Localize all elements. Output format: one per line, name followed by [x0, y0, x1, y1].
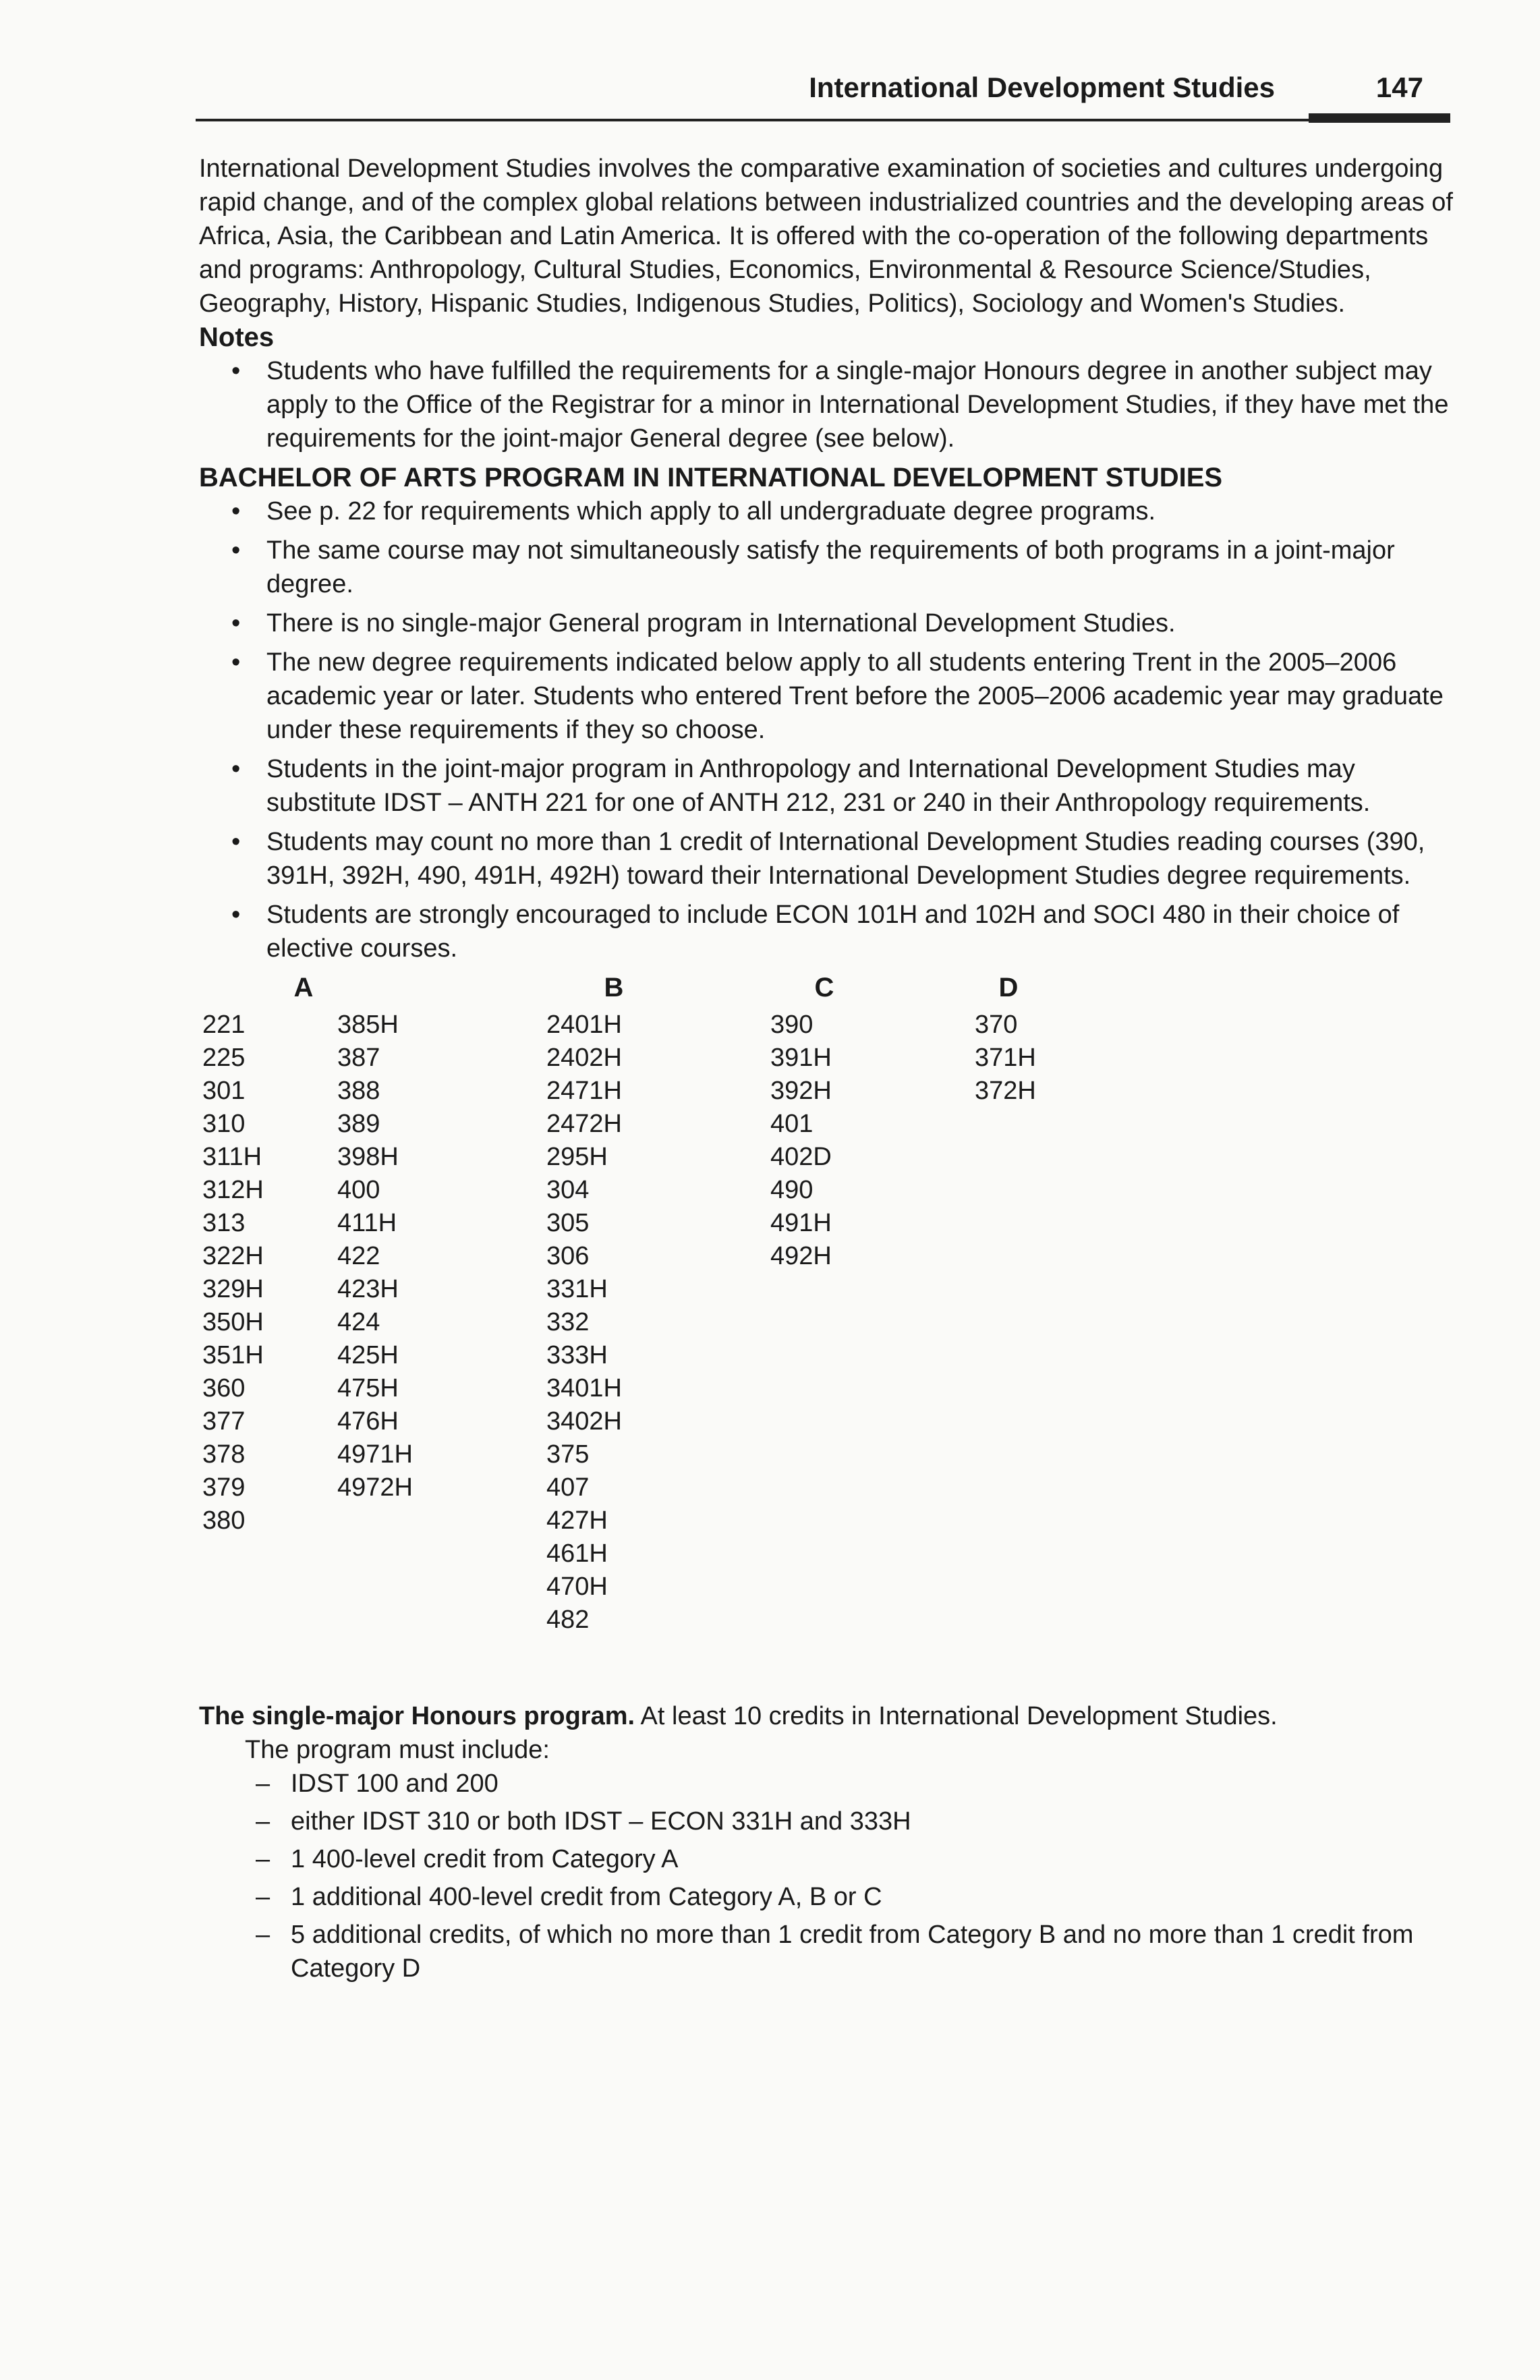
course-code: 379: [202, 1473, 246, 1502]
honours-lead-rest: At least 10 credits in International Development Studies.: [635, 1702, 1278, 1730]
course-code: 475H: [337, 1374, 399, 1402]
course-code: 332: [546, 1308, 590, 1336]
course-code: 331H: [546, 1275, 608, 1303]
course-code: 2402H: [546, 1044, 622, 1072]
course-code: 310: [202, 1110, 246, 1138]
course-code: 378: [202, 1440, 246, 1469]
category-b-label: B: [604, 973, 624, 1002]
course-code: 390: [770, 1011, 814, 1039]
course-code: 4971H: [337, 1440, 413, 1469]
page-number: 147: [1375, 72, 1423, 103]
category-d-label: D: [998, 973, 1019, 1002]
notes-heading: Notes: [199, 322, 275, 352]
running-header-title: International Development Studies: [809, 72, 1275, 103]
ba-program-list: [199, 494, 1467, 965]
course-code: 312H: [202, 1176, 264, 1204]
course-code: 2401H: [546, 1011, 622, 1039]
course-code: 424: [337, 1308, 380, 1336]
course-code: 490: [770, 1176, 814, 1204]
course-code: 304: [546, 1176, 590, 1204]
course-code: 401: [770, 1110, 814, 1138]
course-code: 2471H: [546, 1077, 622, 1105]
course-code: 301: [202, 1077, 246, 1105]
course-code: 372H: [975, 1077, 1036, 1105]
course-code: 402D: [770, 1143, 832, 1171]
course-code: 3402H: [546, 1407, 622, 1436]
honours-section: [199, 1699, 1467, 1985]
honours-intro: The program must include:: [245, 1736, 550, 1764]
page-content: [199, 152, 1467, 1989]
course-code: 492H: [770, 1242, 832, 1270]
category-a-column: [337, 1009, 413, 1504]
course-code: 387: [337, 1044, 380, 1072]
course-code: 360: [202, 1374, 246, 1402]
course-code: 295H: [546, 1143, 608, 1171]
course-code: 391H: [770, 1044, 832, 1072]
intro-paragraph: International Development Studies involves the comparative examination of societies and cultures undergoing rapid change, and of the complex global relations between industrialized countries and the developing areas of Africa, Asia, the Caribbean and Latin America. It is offered with the co-operation of the following departments and programs: Anthropology, Cultural Studies, Economics, Environmental & Resource Science/Studies, Geography, History, Hispanic Studies, Indigenous Studies, Politics), Sociology and Women's Studies.: [199, 154, 1453, 318]
course-code: 400: [337, 1176, 380, 1204]
course-code: 491H: [770, 1209, 832, 1237]
course-code: 385H: [337, 1011, 399, 1039]
course-code: 350H: [202, 1308, 264, 1336]
course-code: 221: [202, 1011, 246, 1039]
ba-program-item: • The same course may not simultaneously satisfy the requirements of both programs in a joint-major degree.: [266, 534, 1467, 601]
ba-program-item: • There is no single-major General program in International Development Studies.: [266, 606, 1467, 640]
course-code: 329H: [202, 1275, 264, 1303]
course-code: 3401H: [546, 1374, 622, 1402]
course-code: 423H: [337, 1275, 399, 1303]
course-code: 407: [546, 1473, 590, 1502]
ba-program-item: • Students may count no more than 1 credit of International Development Studies reading courses (390, 391H, 392H, 490, 491H, 492H) toward their International Development Studies degree requirements.: [266, 825, 1467, 893]
course-code: 392H: [770, 1077, 832, 1105]
honours-requirement: – 1 400-level credit from Category A: [291, 1842, 1467, 1876]
header-tab-marker: [1309, 113, 1450, 123]
ba-program-heading: BACHELOR OF ARTS PROGRAM IN INTERNATIONAL DEVELOPMENT STUDIES: [199, 463, 1223, 492]
honours-heading: [199, 1699, 1467, 1733]
notes-list: [199, 354, 1467, 455]
course-code: 370: [975, 1011, 1018, 1039]
course-code: 2472H: [546, 1110, 622, 1138]
course-code: 422: [337, 1242, 380, 1270]
category-a-column: [202, 1009, 264, 1537]
course-code: 306: [546, 1242, 590, 1270]
honours-requirement: – 5 additional credits, of which no more than 1 credit from Category B and no more than 1 credit from Category D: [291, 1918, 1467, 1985]
course-code: 351H: [202, 1341, 264, 1369]
honours-requirement: – 1 additional 400-level credit from Category A, B or C: [291, 1880, 1467, 1914]
course-code: 311H: [202, 1143, 262, 1171]
course-code: 482: [546, 1606, 590, 1634]
course-code: 333H: [546, 1341, 608, 1369]
course-code: 425H: [337, 1341, 399, 1369]
course-code: 4972H: [337, 1473, 413, 1502]
ba-program-item: • Students are strongly encouraged to include ECON 101H and 102H and SOCI 480 in their choice of elective courses.: [266, 898, 1467, 965]
honours-requirement: – either IDST 310 or both IDST – ECON 331H and 333H: [291, 1805, 1467, 1838]
course-categories: [199, 971, 1467, 1686]
course-code: 375: [546, 1440, 590, 1469]
course-code: 225: [202, 1044, 246, 1072]
course-code: 388: [337, 1077, 380, 1105]
honours-requirement: – IDST 100 and 200: [291, 1767, 1467, 1801]
course-code: 322H: [202, 1242, 264, 1270]
category-c-column: [770, 1009, 832, 1273]
notes-item: • Students who have fulfilled the requirements for a single-major Honours degree in another subject may apply to the Office of the Registrar for a minor in International Development Studies, if they have met the requirements for the joint-major General degree (see below).: [266, 354, 1467, 455]
course-code: 305: [546, 1209, 590, 1237]
course-code: 427H: [546, 1506, 608, 1535]
category-d-column: [975, 1009, 1036, 1108]
ba-program-item: • The new degree requirements indicated below apply to all students entering Trent in the 2005–2006 academic year or later. Students who entered Trent before the 2005–2006 academic year may graduate under these requirements if they so choose.: [266, 646, 1467, 747]
course-code: 470H: [546, 1572, 608, 1601]
course-code: 398H: [337, 1143, 399, 1171]
category-b-column: [546, 1009, 622, 1637]
course-code: 461H: [546, 1539, 608, 1568]
course-code: 313: [202, 1209, 246, 1237]
course-code: 389: [337, 1110, 380, 1138]
course-code: 371H: [975, 1044, 1036, 1072]
ba-program-item: • Students in the joint-major program in Anthropology and International Development Studies may substitute IDST – ANTH 221 for one of ANTH 212, 231 or 240 in their Anthropology requirements.: [266, 752, 1467, 820]
running-header: [196, 67, 1450, 128]
ba-program-item: • See p. 22 for requirements which apply to all undergraduate degree programs.: [266, 494, 1467, 528]
course-code: 476H: [337, 1407, 399, 1436]
honours-requirements: [199, 1767, 1467, 1985]
course-code: 411H: [337, 1209, 397, 1237]
category-c-label: C: [814, 973, 834, 1002]
course-code: 377: [202, 1407, 246, 1436]
category-a-label: A: [293, 973, 314, 1002]
honours-lead: The single-major Honours program.: [199, 1702, 635, 1730]
header-rule: [196, 119, 1450, 121]
course-code: 380: [202, 1506, 246, 1535]
